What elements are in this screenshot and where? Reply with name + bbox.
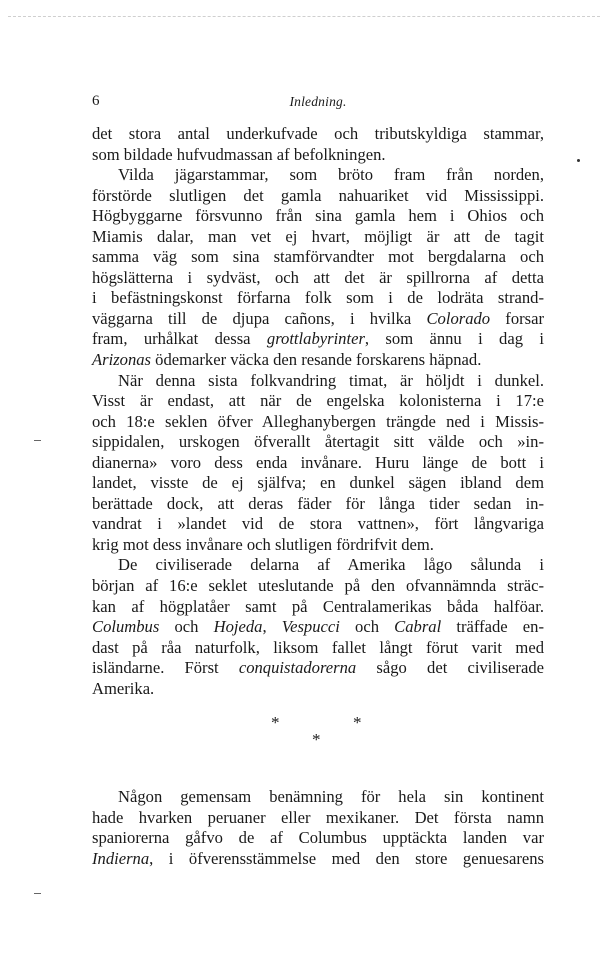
- italic-term: Colorado: [426, 308, 491, 328]
- text-run: samma väg som sina stamförvandter mot bergdalarna och: [92, 247, 544, 267]
- scan-speck: [577, 159, 580, 162]
- text-run: Vilda jägarstammar, som bröto fram från norden,: [118, 165, 544, 185]
- text-line: [92, 227, 544, 248]
- italic-term: Cabral: [394, 617, 442, 637]
- text-run: sippidalen, urskogen öfverallt återtagit sitt välde och »in-: [92, 432, 544, 452]
- text-run: isländarne. Först: [92, 658, 239, 678]
- body-text-section-2: [92, 787, 544, 869]
- text-line: [92, 206, 544, 227]
- text-line: [92, 371, 544, 392]
- italic-term: Hojeda: [213, 617, 263, 637]
- text-run: i befästningskonst förfarna folk som i de lodräta strand-: [92, 288, 544, 308]
- text-run: ,: [262, 617, 282, 637]
- text-line: [92, 638, 544, 659]
- text-run: Amerika.: [92, 678, 155, 698]
- text-run: träffade en-: [441, 617, 544, 637]
- scan-edge-line: [8, 16, 600, 17]
- text-line: [92, 247, 544, 268]
- text-run: väggarna till de djupa cañons, i hvilka: [92, 308, 427, 328]
- text-run: det stora antal underkufvade och tributskyldiga stammar,: [92, 124, 544, 143]
- text-run: , som ännu i dag i: [364, 329, 544, 349]
- text-run: dianerna» voro dess enda invånare. Huru länge de bott i: [92, 452, 544, 472]
- text-run: ödemarker väcka den resande forskarens häpnad.: [151, 350, 482, 370]
- text-line: [92, 186, 544, 207]
- text-line: [92, 165, 544, 186]
- italic-term: Arizonas: [92, 350, 152, 370]
- text-line: [92, 473, 544, 494]
- text-run: Någon gemensam benämning för hela sin kontinent: [118, 787, 544, 806]
- text-line: [92, 494, 544, 515]
- running-title: Inledning.: [289, 94, 347, 109]
- text-line: [92, 391, 544, 412]
- text-run: fram, urhålkat dessa: [92, 329, 267, 349]
- text-line: [92, 679, 544, 700]
- text-line: [92, 514, 544, 535]
- text-run: hade hvarken peruaner eller mexikaner. Det första namn: [92, 807, 544, 827]
- text-run: Miamis dalar, man vet ej hvart, möjligt är att de tagit: [92, 226, 544, 246]
- text-run: kan af högplatåer samt på Centralamerikas båda halföar.: [92, 596, 544, 616]
- text-line: [92, 576, 544, 597]
- text-line: [92, 124, 544, 145]
- text-line: [92, 309, 544, 330]
- text-line: [92, 617, 544, 638]
- text-run: Högbyggarne försvunno från sina gamla hem i Ohios och: [92, 206, 544, 226]
- text-line: [92, 145, 544, 166]
- text-line: [92, 555, 544, 576]
- text-run: De civiliserade delarna af Amerika lågo sålunda i: [118, 555, 544, 575]
- text-run: landet, visste de ej själfva; en dunkel sägen ibland dem: [92, 473, 544, 493]
- text-run: forsar: [490, 308, 544, 328]
- text-run: När denna sista folkvandring timat, är höljdt i dunkel.: [118, 370, 544, 390]
- text-run: sågo det civiliserade: [356, 658, 544, 678]
- text-line: [92, 288, 544, 309]
- page-header: [92, 93, 544, 113]
- text-run: och: [159, 617, 214, 637]
- text-line: [92, 849, 544, 870]
- body-text-section-1: [92, 124, 544, 699]
- text-run: krig mot dess invånare och slutligen fördrifvit dem.: [92, 534, 434, 554]
- text-line: [92, 432, 544, 453]
- text-run: dast på råa naturfolk, liksom fallet långt förut varit med: [92, 637, 544, 657]
- separator-asterisk: *: [312, 730, 321, 749]
- italic-term: Indierna: [92, 848, 150, 868]
- text-line: [92, 453, 544, 474]
- text-line: [92, 808, 544, 829]
- text-run: , i öfverensstämmelse med den store genuesarens: [149, 848, 544, 868]
- text-run: förstörde slutligen det gamla nahuariket vid Mississippi.: [92, 185, 544, 205]
- margin-mark: [34, 440, 41, 441]
- text-line: [92, 658, 544, 679]
- text-run: berättade dock, att deras fäder för långa tider sedan in-: [92, 493, 544, 513]
- text-run: början af 16:e seklet uteslutande på den ofvannämnda sträc-: [92, 576, 544, 596]
- text-run: vandrat i »landet vid de stora vattnen», fört långvariga: [92, 514, 544, 534]
- text-line: [92, 787, 544, 808]
- text-line: [92, 329, 544, 350]
- text-line: [92, 412, 544, 433]
- text-line: [92, 597, 544, 618]
- text-run: och: [339, 617, 395, 637]
- text-line: [92, 828, 544, 849]
- text-run: högslätterna i sydväst, och att det är spillrorna af detta: [92, 267, 544, 287]
- separator-asterisk: *: [271, 713, 280, 732]
- text-line: [92, 268, 544, 289]
- separator-asterisk: *: [353, 713, 362, 732]
- text-line: [92, 350, 544, 371]
- italic-term: Vespucci: [281, 617, 340, 637]
- text-line: [92, 535, 544, 556]
- text-run: spaniorerna gåfvo de af Columbus upptäckta landen var: [92, 828, 544, 848]
- page-number: 6: [92, 93, 100, 109]
- text-run: som bildade hufvudmassan af befolkningen.: [92, 144, 386, 164]
- italic-term: conquistadorerna: [238, 658, 357, 678]
- margin-mark: [34, 893, 41, 894]
- italic-term: Columbus: [92, 617, 160, 637]
- text-run: och 18:e seklen öfver Alleghanybergen trängde ned i Missis-: [92, 411, 544, 431]
- italic-term: grottlabyrinter: [266, 329, 365, 349]
- text-run: Visst är endast, att när de engelska kolonisterna i 17:e: [92, 391, 544, 411]
